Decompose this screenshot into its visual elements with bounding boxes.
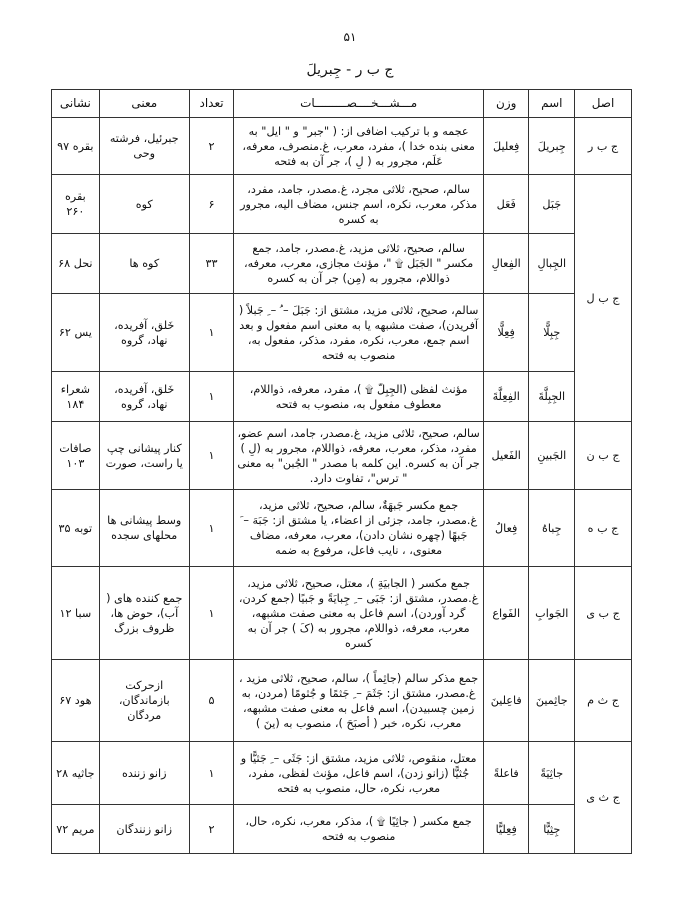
header-moshakhasat: مـــشـــخــــصـــــــــات — [234, 90, 484, 118]
cell-wazn: الفِعالِ — [483, 234, 529, 294]
cell-mana: زانو زنندگان — [99, 805, 189, 854]
cell-asl: ج ب ه — [575, 490, 632, 567]
cell-nishani: توبه ۳۵ — [52, 490, 100, 567]
cell-nishani: بقره ۲۶۰ — [52, 175, 100, 234]
cell-nishani: یس ۶۲ — [52, 294, 100, 372]
cell-nishani: شعراء ۱۸۴ — [52, 372, 100, 422]
cell-mana: خَلق، آفریده، نهاد، گروه — [99, 294, 189, 372]
cell-asl: ج ث م — [575, 660, 632, 742]
cell-ism: جاثِمینَ — [529, 660, 575, 742]
cell-ism: الجَبینِ — [529, 422, 575, 490]
cell-wazn: الفِعِلَّةَ — [483, 372, 529, 422]
header-mana: معنی — [99, 90, 189, 118]
cell-desc: جمع مکسر جَبهَةٌ، سالم، صحیح، ثلاثی مزید، غ.مصدر، جامد، جزئی از اعضاء، یا مشتق از: جَبَهَ – َ جَبهًا (چهره نشان دادن)، معرب، معرفه، مضاف معنوی، ، نایب فاعل، مرفوع به ضمه — [234, 490, 484, 567]
cell-count: ۱ — [189, 422, 234, 490]
cell-asl: ج ب ن — [575, 422, 632, 490]
cell-nishani: جاثیه ۲۸ — [52, 742, 100, 805]
cell-desc: جمع مکسر ( الجابیَةِ )، معتل، صحیح، ثلاثی مزید، غ.مصدر، مشتق از: جَبَی – ِ جِبایَةً و جَبیًا (جمع کردن، گرد آوردن)، اسم فاعل به معنی صفت مشبهه، معرب، معرفه، ذواللام، مجرور به (کَ ) جر آن به کسره — [234, 567, 484, 660]
header-asl: اصل — [575, 90, 632, 118]
cell-desc: عجمه و با ترکیب اضافی از: ( "جبر" و " ایل" به معنی بنده خدا )، مفرد، معرب، غ.منصرف، معرفه، عَلَم، مجرور به ( لِ )، جر آن به فتحه — [234, 118, 484, 175]
table-row — [52, 118, 632, 175]
cell-mana: کوه — [99, 175, 189, 234]
cell-asl: ج ب ی — [575, 567, 632, 660]
cell-desc: جمع مذکر سالم (جاثِماً )، سالم، صحیح، ثلاثی مزید ، غ.مصدر، مشتق از: جَثَمَ – ِ جَثمًا و جُثومًا (مردن، به زمین چسبیدن)، اسم فاعل به معنی صفت مشبهه، معرب، نکره، خبر ( أصبَحَ )، منصوب به (ینَ ) — [234, 660, 484, 742]
cell-mana: کوه ها — [99, 234, 189, 294]
lexicon-table — [51, 89, 632, 854]
cell-desc: سالم، صحیح، ثلاثی مزید، غ.مصدر، جامد، جمع مکسر " الجَبَل ۩ "، مؤنث مجازی، معرب، معرفه، ذواللام، مجرور به (مِن) جر آن به کسره — [234, 234, 484, 294]
cell-count: ۲ — [189, 805, 234, 854]
cell-nishani: نحل ۶۸ — [52, 234, 100, 294]
cell-wazn: فِعِلًّا — [483, 294, 529, 372]
header-wazn: وزن — [483, 90, 529, 118]
cell-wazn: الفَواع — [483, 567, 529, 660]
cell-ism: الجَوابِ — [529, 567, 575, 660]
cell-asl: ج ب ر — [575, 118, 632, 175]
cell-ism: جِباهُ — [529, 490, 575, 567]
cell-mana: خَلق، آفریده، نهاد، گروه — [99, 372, 189, 422]
cell-count: ۱ — [189, 372, 234, 422]
cell-mana: ازحرکت بازماندگان، مردگان — [99, 660, 189, 742]
cell-count: ۳۳ — [189, 234, 234, 294]
table-row — [52, 660, 632, 742]
cell-mana: جمع کننده های ( آب)، حوض ها، ظروف بزرگ — [99, 567, 189, 660]
cell-count: ۲ — [189, 118, 234, 175]
page-title: ج ب ر - جِبریلَ — [306, 62, 394, 78]
cell-mana: زانو زننده — [99, 742, 189, 805]
table-row — [52, 422, 632, 490]
cell-count: ۱ — [189, 490, 234, 567]
table-row — [52, 490, 632, 567]
cell-desc: معتل، منقوص، ثلاثی مزید، مشتق از: جَثَی – ِ جَثیًّا و جُثیًّا (زانو زدن)، اسم فاعل، مؤنث لفظی، مفرد، معرب، نکره، حال، منصوب به فتحه — [234, 742, 484, 805]
cell-desc: سالم، صحیح، ثلاثی مجرد، غ.مصدر، جامد، مفرد، مذکر، معرب، نکره، اسم جنس، مضاف الیه، مجرور به کسره — [234, 175, 484, 234]
cell-ism: جِبِلًّا — [529, 294, 575, 372]
cell-ism: الجِبِلَّةَ — [529, 372, 575, 422]
cell-ism: جَبَل — [529, 175, 575, 234]
cell-asl: ج ث ی — [575, 742, 632, 854]
cell-wazn: فِعالُ — [483, 490, 529, 567]
cell-count: ۶ — [189, 175, 234, 234]
table-row — [52, 294, 632, 372]
table-row — [52, 567, 632, 660]
cell-nishani: صافات ۱۰۳ — [52, 422, 100, 490]
table-row — [52, 742, 632, 805]
cell-ism: جاثِیَةً — [529, 742, 575, 805]
cell-nishani: هود ۶۷ — [52, 660, 100, 742]
cell-desc: جمع مکسر ( جاثِیًا ۩ )، مذکر، معرب، نکره، حال، منصوب به فتحه — [234, 805, 484, 854]
header-ism: اسم — [529, 90, 575, 118]
cell-nishani: بقره ۹۷ — [52, 118, 100, 175]
cell-count: ۱ — [189, 742, 234, 805]
cell-wazn: الفَعیل — [483, 422, 529, 490]
cell-count: ۱ — [189, 294, 234, 372]
cell-ism: جِبریلَ — [529, 118, 575, 175]
cell-count: ۵ — [189, 660, 234, 742]
cell-mana: کنار پیشانی چپ یا راست، صورت — [99, 422, 189, 490]
table-row — [52, 175, 632, 234]
cell-desc: سالم، صحیح، ثلاثی مزید، مشتق از: جَبَلَ – ُ – ِ جَبلاً ( آفریدن)، صفت مشبهه یا به معنی اسم مفعول و بعد اسم جمع، معرب، نکره، مفرد، مذکر، مفعول به، منصوب به فتحه — [234, 294, 484, 372]
cell-nishani: سبا ۱۲ — [52, 567, 100, 660]
cell-nishani: مریم ۷۲ — [52, 805, 100, 854]
table-row — [52, 372, 632, 422]
cell-wazn: فاعلةً — [483, 742, 529, 805]
cell-asl: ج ب ل — [575, 175, 632, 422]
cell-wazn: فَعَل — [483, 175, 529, 234]
cell-wazn: فاعِلینَ — [483, 660, 529, 742]
table-row — [52, 805, 632, 854]
cell-desc: سالم، صحیح، ثلاثی مزید، غ.مصدر، جامد، اسم عضو، مفرد، مذکر، معرب، معرفه، ذواللام، مجرور به (لِ ) جر آن به کسره. این کلمه با مصدر " الجُبن" به معنی " ترس"، تفاوت دارد. — [234, 422, 484, 490]
table-row — [52, 234, 632, 294]
cell-desc: مؤنث لفظی (الجِبِلّ ۩ )، مفرد، معرفه، ذواللام، معطوف مفعول به، منصوب به فتحه — [234, 372, 484, 422]
cell-wazn: فِعلیلَ — [483, 118, 529, 175]
cell-ism: جِثِیًّا — [529, 805, 575, 854]
cell-mana: جبرئیل، فرشته وحی — [99, 118, 189, 175]
cell-mana: وسط پیشانی ها محلهای سجده — [99, 490, 189, 567]
cell-count: ۱ — [189, 567, 234, 660]
cell-wazn: فِعِلیًّا — [483, 805, 529, 854]
cell-ism: الجِبالِ — [529, 234, 575, 294]
header-row — [52, 90, 632, 118]
page-number: ۵۱ — [343, 30, 357, 44]
header-nishani: نشانی — [52, 90, 100, 118]
header-tedad: تعداد — [189, 90, 234, 118]
